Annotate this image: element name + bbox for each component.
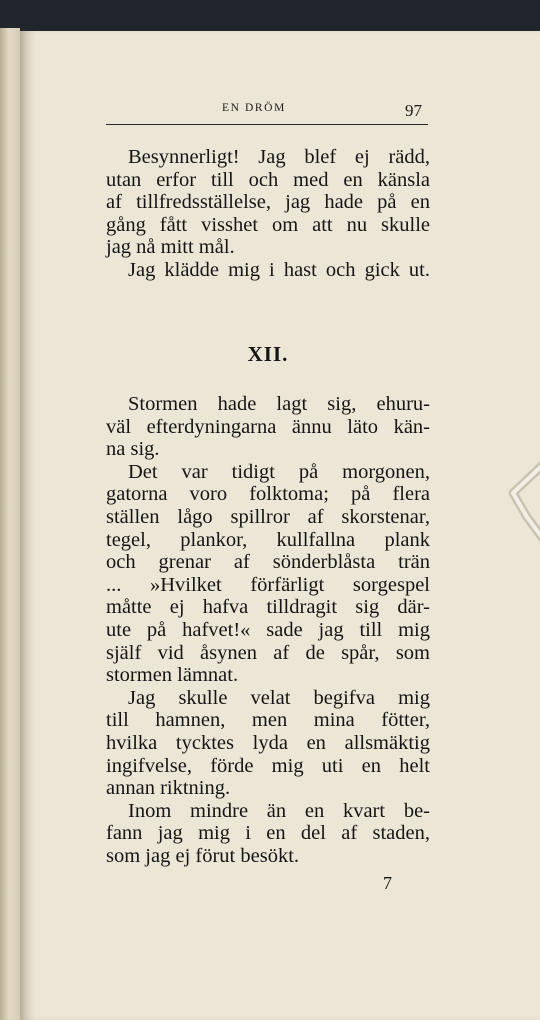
text-line: och grenar af sönderblåsta trän — [106, 551, 430, 574]
text-line: Det var tidigt på morgonen, — [128, 460, 430, 483]
signature-mark: 7 — [383, 873, 392, 893]
book-binding-edge — [0, 28, 20, 1020]
text-line: ute på hafvet!« sade jag till mig — [106, 618, 430, 641]
text-line: väl efterdyningarna ännu läto kän- — [106, 415, 430, 438]
text-line: som jag ej förut besökt. — [106, 844, 300, 867]
text-line: annan riktning. — [106, 777, 231, 800]
text-line: till hamnen, men mina fötter, — [106, 709, 430, 732]
text-block-chapter — [106, 393, 430, 867]
text-line: na sig. — [106, 438, 160, 461]
header-rule — [106, 124, 428, 125]
text-line: gatorna voro folktoma; på flera — [106, 483, 430, 506]
text-line: Stormen hade lagt sig, ehuru- — [128, 393, 430, 415]
page-number: 97 — [405, 101, 422, 120]
text-line: Besynnerligt! Jag blef ej rädd, — [128, 146, 430, 168]
text-line: själf vid åsynen af de spår, som — [106, 641, 430, 664]
text-line: måtte ej hafva tilldragit sig där- — [106, 596, 430, 619]
text-line: gång fått visshet om att nu skulle — [106, 213, 430, 236]
text-line: Jag skulle velat begifva mig — [128, 686, 430, 709]
text-line: tegel, plankor, kullfallna plank — [106, 528, 430, 551]
text-line: af tillfredsställelse, jag hade på en — [106, 191, 430, 214]
text-line: jag nå mitt mål. — [106, 236, 235, 259]
text-line: fann jag mig i en del af staden, — [106, 822, 430, 845]
text-line: ställen lågo spillror af skorstenar, — [106, 505, 430, 528]
text-line: Inom mindre än en kvart be- — [128, 799, 430, 822]
page-gutter-shadow — [20, 31, 36, 1020]
text-line: hvilka tycktes lyda en allsmäktig — [106, 731, 430, 754]
text-line: Jag klädde mig i hast och gick ut. — [128, 258, 430, 281]
text-line: ... »Hvilket förfärligt sorgespel — [106, 573, 430, 596]
text-line: utan erfor till och med en känsla — [106, 168, 430, 191]
text-line: ingifvelse, förde mig uti en helt — [106, 754, 430, 777]
chapter-heading: XII. — [247, 342, 289, 366]
text-block-top — [106, 146, 430, 282]
running-header-title: EN DRÖM — [222, 102, 286, 114]
page-clip-icon — [498, 455, 540, 555]
text-line: stormen lämnat. — [106, 664, 239, 687]
